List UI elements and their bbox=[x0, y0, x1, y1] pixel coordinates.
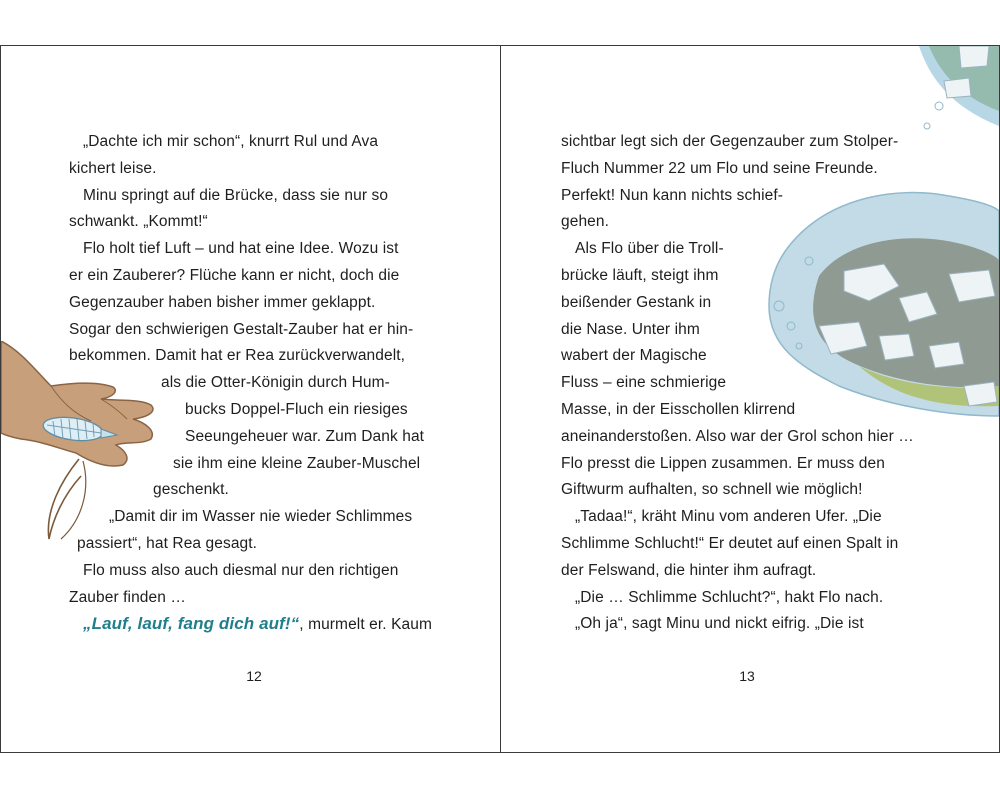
left-page bbox=[0, 45, 500, 753]
text-line: Fluss – eine schmierige bbox=[561, 374, 727, 391]
page-number: 12 bbox=[246, 668, 262, 684]
text-line: Sogar den schwierigen Gestalt-Zauber hat er hin- bbox=[69, 321, 414, 338]
text-line: Gegenzauber haben bisher immer geklappt. bbox=[69, 294, 376, 311]
page-number: 13 bbox=[739, 668, 755, 684]
text-line: aneinanderstoßen. Also war der Grol schon hier … bbox=[561, 428, 914, 445]
spell-text: „Lauf, lauf, fang dich auf!“ bbox=[83, 614, 300, 633]
text-line: schwankt. „Kommt!“ bbox=[69, 213, 208, 230]
text-line: Als Flo über die Troll- bbox=[575, 240, 724, 257]
text-line: passiert“, hat Rea gesagt. bbox=[77, 535, 258, 552]
text-line: Masse, in der Eisschollen klirrend bbox=[561, 401, 796, 418]
text-line: gehen. bbox=[561, 213, 610, 230]
text-line: bekommen. Damit hat er Rea zurückverwandelt, bbox=[69, 347, 406, 364]
text-line: geschenkt. bbox=[153, 481, 229, 498]
text-line: Fluch Nummer 22 um Flo und seine Freunde. bbox=[561, 160, 878, 177]
text-line: bucks Doppel-Fluch ein riesiges bbox=[185, 401, 408, 418]
right-page bbox=[500, 45, 1000, 753]
text-line: Minu springt auf die Brücke, dass sie nur so bbox=[83, 187, 389, 204]
text-line: „Oh ja“, sagt Minu und nickt eifrig. „Die ist bbox=[575, 615, 864, 632]
text-line: sie ihm eine kleine Zauber-Muschel bbox=[173, 455, 421, 472]
text-line: sichtbar legt sich der Gegenzauber zum Stolper- bbox=[561, 133, 899, 150]
text-line: Flo holt tief Luft – und hat eine Idee. Wozu ist bbox=[83, 240, 399, 257]
text-line: kichert leise. bbox=[69, 160, 157, 177]
text-line: „Dachte ich mir schon“, knurrt Rul und Ava bbox=[83, 133, 379, 150]
text-line: „Tadaa!“, kräht Minu vom anderen Ufer. „Die bbox=[575, 508, 882, 525]
text-line: Giftwurm aufhalten, so schnell wie möglich! bbox=[561, 481, 863, 498]
text-line: brücke läuft, steigt ihm bbox=[561, 267, 719, 284]
text-line: als die Otter-Königin durch Hum- bbox=[161, 374, 390, 391]
text-line: der Felswand, die hinter ihm aufragt. bbox=[561, 562, 817, 579]
text-line: die Nase. Unter ihm bbox=[561, 321, 700, 338]
book-spread bbox=[0, 45, 1000, 753]
text-line: Seeungeheuer war. Zum Dank hat bbox=[185, 428, 425, 445]
text-line: Zauber finden … bbox=[69, 589, 186, 606]
text-line: „Die … Schlimme Schlucht?“, hakt Flo nach. bbox=[575, 589, 884, 606]
spell-line-rest: , murmelt er. Kaum bbox=[299, 616, 432, 633]
magic-river-illustration bbox=[749, 46, 999, 426]
text-line: Flo presst die Lippen zusammen. Er muss den bbox=[561, 455, 885, 472]
text-line: wabert der Magische bbox=[561, 347, 707, 364]
text-line: „Damit dir im Wasser nie wieder Schlimmes bbox=[109, 508, 413, 525]
text-line: beißender Gestank in bbox=[561, 294, 712, 311]
text-line: er ein Zauberer? Flüche kann er nicht, doch die bbox=[69, 267, 400, 284]
text-line: Schlimme Schlucht!“ Er deutet auf einen Spalt in bbox=[561, 535, 899, 552]
text-line: Flo muss also auch diesmal nur den richtigen bbox=[83, 562, 399, 579]
text-line: Perfekt! Nun kann nichts schief- bbox=[561, 187, 784, 204]
spell-line bbox=[83, 614, 432, 635]
